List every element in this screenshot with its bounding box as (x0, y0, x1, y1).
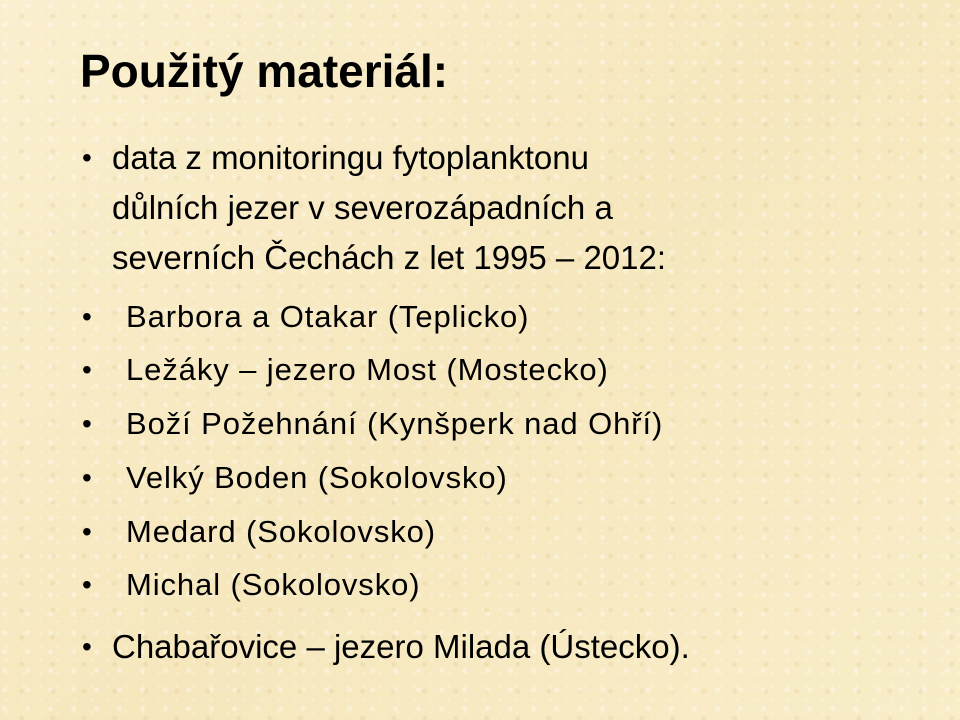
bullet-lake-bozi-pozehnani (82, 400, 663, 448)
bullet-lake-velky-boden (82, 454, 508, 502)
bullet-lake-medard (82, 508, 436, 556)
lake-name: Michal (Sokolovsko) (126, 567, 421, 602)
bullet-lake-barbora-otakar (82, 293, 529, 341)
slide-title: Použitý materiál: (80, 45, 449, 97)
bullet-intro (82, 133, 666, 283)
bullet-lake-michal (82, 561, 420, 609)
lake-name: Barbora a Otakar (Teplicko) (126, 299, 530, 334)
bullet-chabarovice (82, 622, 690, 672)
lake-name: Ležáky – jezero Most (Mostecko) (126, 352, 609, 387)
bullet-marker: • (82, 354, 92, 385)
bullet-chabarovice-text: Chabařovice – jezero Milada (Ústecko). (112, 628, 690, 665)
lake-name: Medard (Sokolovsko) (126, 514, 436, 549)
bullet-marker: • (82, 631, 92, 662)
lake-name: Boží Požehnání (Kynšperk nad Ohří) (126, 406, 664, 441)
lake-name: Velký Boden (Sokolovsko) (126, 460, 508, 495)
bullet-marker: • (82, 516, 92, 547)
bullet-marker: • (82, 408, 92, 439)
bullet-marker: • (82, 569, 92, 600)
bullet-marker: • (82, 142, 92, 173)
bullet-marker: • (82, 462, 92, 493)
bullet-intro-text: data z monitoringu fytoplanktonu důlních jezer v severozápadních a severních Čechách z let 1995 – 2012: (112, 139, 667, 276)
bullet-lake-lezaky (82, 346, 609, 394)
bullet-marker: • (82, 301, 92, 332)
